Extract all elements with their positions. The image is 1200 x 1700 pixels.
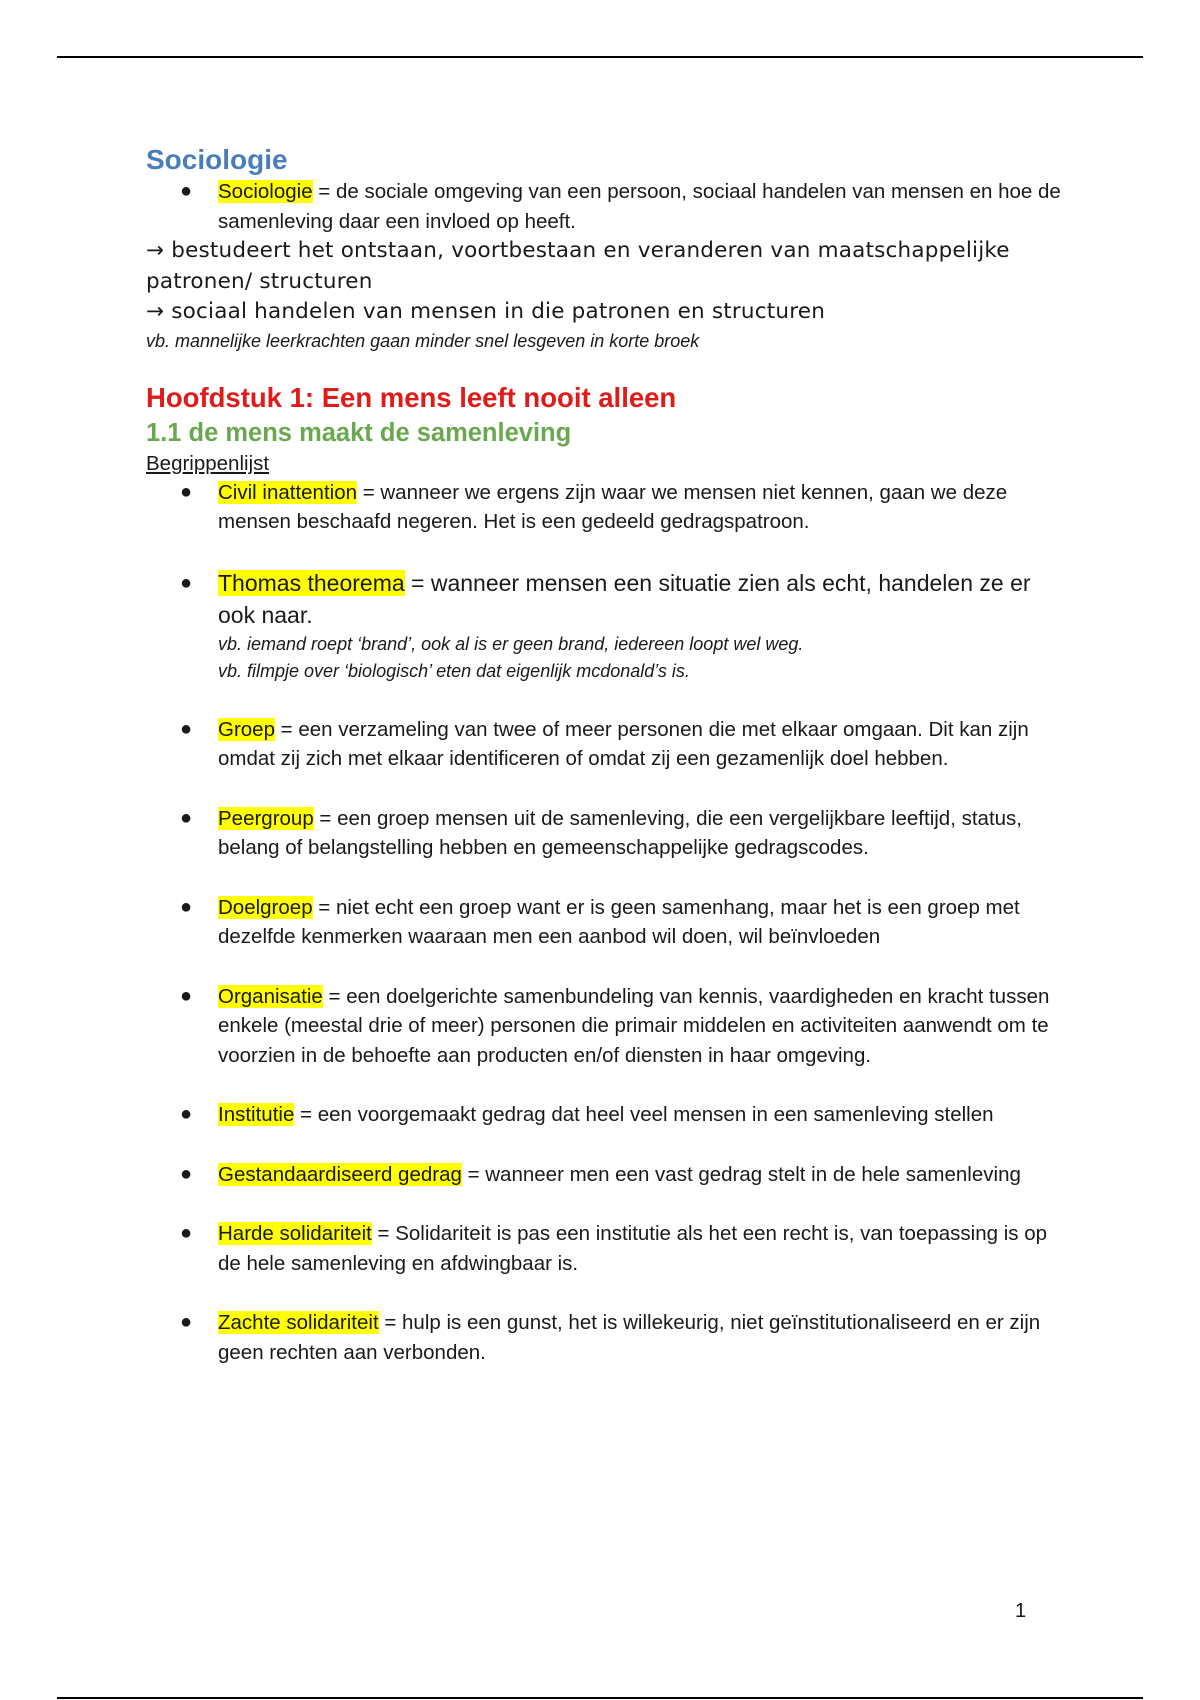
list-item [146, 478, 1066, 537]
intro-line-1: → bestudeert het ontstaan, voortbestaan en veranderen van maatschappelijke patronen/ structuren [146, 238, 1010, 294]
intro-item [146, 177, 1066, 236]
list-item [146, 1219, 1066, 1278]
term-definition: = een doelgerichte samenbundeling van kennis, vaardigheden en kracht tussen enkele (meestal drie of meer) personen die primair middelen en activiteiten aanwendt om te voorzien in de behoefte aan producten en/of diensten in haar omgeving. [218, 984, 1050, 1067]
bullet-icon: ● [180, 1222, 193, 1244]
terms-list [146, 478, 1066, 1368]
footer-rule [57, 1697, 1143, 1699]
list-item [146, 804, 1066, 863]
list-item [146, 1308, 1066, 1367]
bullet-icon: ● [180, 180, 193, 202]
term-definition: = wanneer mensen een situatie zien als echt, handelen ze er ook naar. [218, 569, 1031, 628]
term-highlight: Thomas theorema [218, 569, 405, 596]
term-definition: = wanneer we ergens zijn waar we mensen niet kennen, gaan we deze mensen beschaafd negeren. Het is een gedeeld gedragspatroon. [218, 480, 1008, 533]
term-definition: = een voorgemaakt gedrag dat heel veel mensen in een samenleving stellen [294, 1103, 994, 1126]
list-item [146, 893, 1066, 952]
term-highlight: Organisatie [218, 984, 323, 1008]
term-definition: = een verzameling van twee of meer personen die met elkaar omgaan. Dit kan zijn omdat zij zich met elkaar identificeren of omdat zij een gezamenlijk doel hebben. [218, 717, 1029, 770]
term-highlight: Groep [218, 717, 275, 741]
bullet-icon: ● [180, 895, 193, 918]
bullet-icon: ● [180, 480, 193, 503]
bullet-icon: ● [180, 1311, 193, 1333]
list-heading: Begrippenlijst [146, 451, 270, 475]
intro-example: vb. mannelijke leerkrachten gaan minder snel lesgeven in korte broek [146, 330, 700, 351]
term-example: vb. iemand roept ‘brand’, ook al is er geen brand, iedereen loopt wel weg. [218, 633, 804, 654]
bullet-icon: ● [180, 571, 193, 594]
page-title: Sociologie [146, 144, 288, 175]
bullet-icon: ● [180, 806, 193, 829]
bullet-icon: ● [180, 1162, 193, 1185]
list-item [146, 567, 1066, 685]
term-definition: = wanneer men een vast gedrag stelt in de hele samenleving [461, 1162, 1021, 1186]
term-definition: = een groep mensen uit de samenleving, die een vergelijkbare leeftijd, status, belang of belangstelling hebben en gemeenschappelijke gedragscodes. [218, 806, 1022, 859]
list-item [146, 982, 1066, 1071]
bullet-icon: ● [180, 984, 193, 1007]
term-example: vb. filmpje over ‘biologisch’ eten dat eigenlijk mcdonald’s is. [218, 660, 690, 681]
term-definition: = Solidariteit is pas een institutie als het een recht is, van toepassing is op de hele samenleving en afdwingbaar is. [218, 1222, 1048, 1275]
document-body [146, 143, 1066, 1367]
intro-list [146, 177, 1066, 236]
page-number: 1 [1015, 1600, 1027, 1622]
term-highlight: Peergroup [218, 806, 314, 830]
intro-line-2: → sociaal handelen van mensen in die patronen en structuren [146, 299, 826, 324]
list-item [146, 1160, 1066, 1190]
term-definition: = de sociale omgeving van een persoon, sociaal handelen van mensen en hoe de samenleving daar een invloed op heeft. [218, 180, 1061, 233]
term-definition: = niet echt een groep want er is geen samenhang, maar het is een groep met dezelfde kenmerken waaraan men een aanbod wil doen, wil beïnvloeden [218, 895, 1020, 948]
list-item [146, 1100, 1066, 1130]
term-highlight: Civil inattention [218, 480, 358, 504]
term-highlight: Institutie [218, 1103, 295, 1126]
term-highlight: Sociologie [218, 180, 313, 203]
term-definition: = hulp is een gunst, het is willekeurig, niet geïnstitutionaliseerd en er zijn geen rechten aan verbonden. [218, 1311, 1041, 1364]
term-highlight: Zachte solidariteit [218, 1311, 379, 1334]
header-rule [57, 56, 1143, 58]
list-item [146, 715, 1066, 774]
section-heading: 1.1 de mens maakt de samenleving [146, 418, 572, 447]
term-highlight: Harde solidariteit [218, 1222, 372, 1245]
bullet-icon: ● [180, 1103, 193, 1125]
chapter-heading: Hoofdstuk 1: Een mens leeft nooit alleen [146, 381, 677, 413]
term-highlight: Doelgroep [218, 895, 313, 919]
term-highlight: Gestandaardiseerd gedrag [218, 1162, 462, 1186]
bullet-icon: ● [180, 717, 193, 740]
